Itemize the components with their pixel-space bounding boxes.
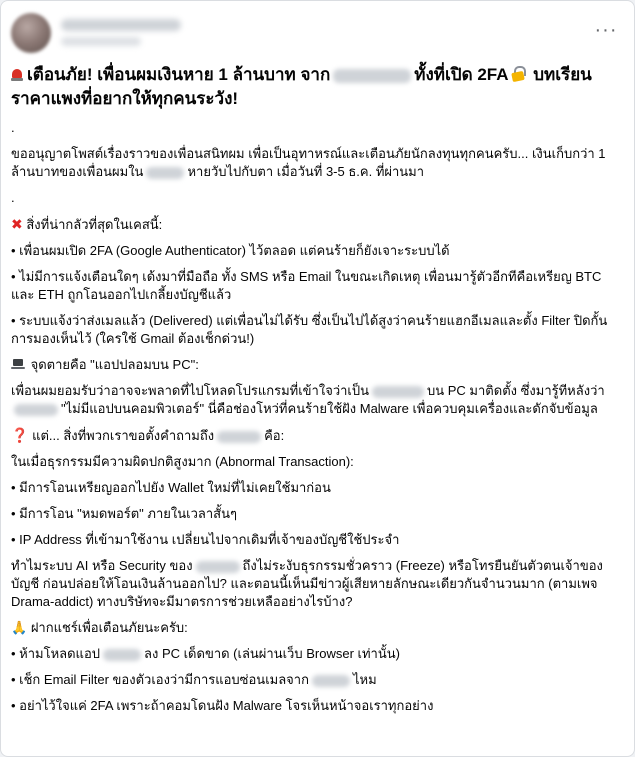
section3-question [11, 557, 623, 611]
section4-heading-text: ฝากแชร์เพื่อเตือนภัยนะครับ: [30, 620, 188, 635]
redacted-exchange-name [196, 561, 240, 573]
list-item: • ระบบแจ้งว่าส่งเมลแล้ว (Delivered) แต่เพื่อนไม่ได้รับ ซึ่งเป็นไปได้สูงว่าคนร้ายแฮกอีเมลและตั้ง Filter ปิดกั้นการมองเห็นไว้ (ใครใช้ Gmail ต้องเช็กด่วน!) [11, 313, 608, 346]
author-name-redacted[interactable] [61, 19, 181, 31]
more-horizontal-icon: ··· [594, 19, 618, 41]
list-item [11, 671, 623, 689]
intro-part1: ขออนุญาตโพสต์เรื่องราวของเพื่อนสนิทผม เพื่อเป็นอุทาหรณ์และเตือนภัยนักลงทุนทุกคนครับ... เงินเก็บกว่า 1 ล้านบาทของเพื่อนผมใน [11, 146, 606, 179]
list-item: • อย่าไว้ใจแค่ 2FA เพราะถ้าคอมโดนฝัง Malware โจรเห็นหน้าจอเราทุกอย่าง [11, 698, 434, 713]
list-item [11, 645, 623, 663]
section4-heading [11, 619, 623, 637]
section2-heading [11, 356, 623, 374]
redacted-exchange-name [217, 431, 261, 443]
redacted-exchange-name [103, 649, 141, 661]
section3-q-part2: ถึงไม่ระงับธุรกรรมชั่วคราว (Freeze) หรือโทรยืนยันตัวตนเจ้าของบัญชี ก่อนปล่อยให้โอนเงินล้านออกไป? และตอนนี้เห็นมีข่าวผู้เสียหายลักษณะเดียวกันจำนวนมาก (ตามเพจ Drama-addict) ทางบริษัทจะมีมาตรการช่วยเหลืออย่างไรบ้าง? [11, 558, 603, 609]
list-item: • มีการโอนเหรียญออกไปยัง Wallet ใหม่ที่ไม่เคยใช้มาก่อน [11, 480, 331, 495]
item1-part1: • ห้ามโหลดแอป [11, 646, 101, 661]
section3-q-part1: ทำไมระบบ AI หรือ Security ของ [11, 558, 193, 573]
redacted-exchange-name [14, 404, 58, 416]
section3-heading-part2: คือ: [264, 428, 285, 443]
intro-paragraph [11, 145, 623, 181]
section1-heading [11, 215, 623, 234]
item2-part2: ไหม [352, 672, 377, 687]
list-item: • IP Address ที่เข้ามาใช้งาน เปลี่ยนไปจากเดิมที่เจ้าของบัญชีใช้ประจำ [11, 532, 400, 547]
list-item: • มีการโอน "หมดพอร์ต" ภายในเวลาสั้นๆ [11, 506, 237, 521]
alarm-siren-icon [11, 67, 23, 81]
redacted-exchange-name [312, 675, 350, 687]
section3-heading-part1: แต่... สิ่งที่พวกเราขอตั้งคำถามถึง [32, 428, 215, 443]
section2-heading-text: จุดตายคือ "แอปปลอมบน PC": [30, 357, 199, 372]
redacted-exchange-name [372, 386, 424, 398]
laptop-icon [11, 359, 25, 370]
section2-part1: เพื่อนผมยอมรับว่าอาจจะพลาดที่ไปโหลดโปรแกรมที่เข้าใจว่าเป็น [11, 383, 370, 398]
title-part1: เตือนภัย! เพื่อนผมเงินหาย 1 ล้านบาท จาก [27, 65, 331, 84]
folded-hands-icon: 🙏 [11, 620, 28, 635]
post-title [11, 63, 623, 111]
intro-part2: หายวับไปกับตา เมื่อวันที่ 3-5 ธ.ค. ที่ผ่านมา [187, 164, 425, 179]
list-item: • เพื่อนผมเปิด 2FA (Google Authenticator) ไว้ตลอด แต่คนร้ายก็ยังเจาะระบบได้ [11, 243, 450, 258]
redacted-exchange-name [333, 69, 411, 83]
section1-heading-text: สิ่งที่น่ากลัวที่สุดในเคสนี้: [26, 217, 163, 232]
avatar[interactable] [11, 13, 51, 53]
lock-key-icon [511, 66, 527, 82]
item2-part1: • เช็ก Email Filter ของตัวเองว่ามีการแอบซ่อนเมลจาก [11, 672, 309, 687]
more-options-button[interactable] [592, 21, 620, 45]
redacted-exchange-name [146, 167, 184, 179]
post-body [11, 63, 623, 715]
item1-part2: ลง PC เด็ดขาด (เล่นผ่านเว็บ Browser เท่านั้น) [144, 646, 400, 661]
section2-part2: บน PC มาติดตั้ง ซึ่งมารู้ทีหลังว่า [427, 383, 605, 398]
cross-mark-icon: ✖ [11, 216, 23, 232]
list-item: • ไม่มีการแจ้งเตือนใดๆ เด้งมาที่มือถือ ทั้ง SMS หรือ Email ในขณะเกิดเหตุ เพื่อนมารู้ตัวอีกทีคือเหรียญ BTC และ ETH ถูกโอนออกไปเกลี้ยงบัญชีแล้ว [11, 269, 602, 302]
spacer-dot: . [11, 190, 15, 205]
question-mark-icon: ❓ [11, 427, 29, 443]
spacer-dot: . [11, 120, 15, 135]
post-meta-redacted [61, 37, 141, 46]
section3-heading [11, 426, 623, 445]
section2-part3: "ไม่มีแอปบนคอมพิวเตอร์" นี่คือช่องโหว่ที่คนร้ายใช้ฝัง Malware เพื่อควบคุมเครื่องและดักจับข้อมูล [61, 401, 598, 416]
post-header [11, 13, 624, 57]
title-part2: ทั้งที่เปิด 2FA [414, 65, 509, 84]
section2-paragraph [11, 382, 623, 418]
section3-intro: ในเมื่อธุรกรรมมีความผิดปกติสูงมาก (Abnormal Transaction): [11, 454, 354, 469]
title-part3: บทเรียนราคาแพงที่อยากให้ทุกคนระวัง! [11, 65, 592, 108]
